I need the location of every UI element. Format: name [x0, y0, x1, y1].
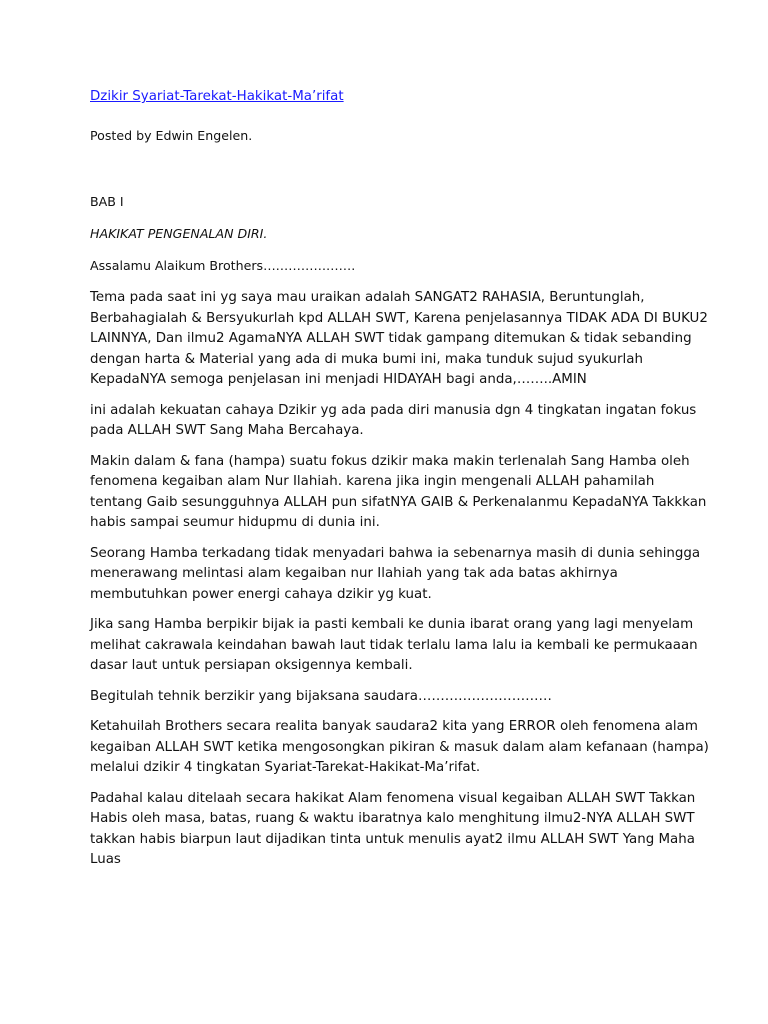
body-paragraph: Seorang Hamba terkadang tidak menyadari bahwa ia sebenarnya masih di dunia sehingga menerawang melintasi alam kegaiban nur Ilahiah yang tak ada batas akhirnya membutuhkan power energi cahaya dzikir yg kuat. [90, 545, 701, 602]
body-paragraph: Begitulah tehnik berzikir yang bijaksana saudara………………………… [90, 688, 552, 704]
body-paragraph: Ketahuilah Brothers secara realita banyak saudara2 kita yang ERROR oleh fenomena alam kegaiban ALLAH SWT ketika mengosongkan pikiran & masuk dalam alam kefanaan (hampa) melalui dzikir 4 tingkatan Syariat-Tarekat-Hakikat-Ma’rifat. [90, 719, 709, 775]
section-heading: HAKIKAT PENGENALAN DIRI. [90, 226, 268, 241]
body-paragraph: Makin dalam & fana (hampa) suatu fokus dzikir maka makin terlenalah Sang Hamba oleh fenomena kegaiban alam Nur Ilahiah. karena jika ingin mengenali ALLAH pahamilah tentang Gaib sesungguhnya ALLAH pun sifatNYA GAIB & Perkenalanmu KepadaNYA Takkkan habis sampai seumur hidupmu di dunia ini. [90, 453, 707, 530]
body-paragraph: Jika sang Hamba berpikir bijak ia pasti kembali ke dunia ibarat orang yang lagi menyelam melihat cakrawala keindahan bawah laut tidak terlalu lama lalu ia kembali ke permukaaan dasar laut untuk persiapan oksigennya kembali. [90, 617, 698, 673]
greeting-line: Assalamu Alaikum Brothers…………………. [90, 258, 356, 273]
posted-by-line: Posted by Edwin Engelen. [90, 128, 253, 143]
document-page [90, 88, 710, 871]
chapter-label: BAB I [90, 194, 124, 209]
article-title-link[interactable]: Dzikir Syariat-Tarekat-Hakikat-Ma’rifat [90, 89, 344, 104]
body-paragraph: ini adalah kekuatan cahaya Dzikir yg ada pada diri manusia dgn 4 tingkatan ingatan fokus pada ALLAH SWT Sang Maha Bercahaya. [90, 402, 697, 438]
body-paragraph: Tema pada saat ini yg saya mau uraikan adalah SANGAT2 RAHASIA, Beruntunglah, Berbahagialah & Bersyukurlah kpd ALLAH SWT, Karena penjelasannya TIDAK ADA DI BUKU2 LAINNYA, Dan ilmu2 AgamaNYA ALLAH SWT tidak gampang ditemukan & tidak sebanding dengan harta & Material yang ada di muka bumi ini, maka tunduk sujud syukurlah KepadaNYA semoga penjelasan ini menjadi HIDAYAH bagi anda,……..AMIN [90, 290, 708, 387]
body-text [90, 288, 710, 871]
body-paragraph: Padahal kalau ditelaah secara hakikat Alam fenomena visual kegaiban ALLAH SWT Takkan Habis oleh masa, batas, ruang & waktu ibaratnya kalo menghitung ilmu2-NYA ALLAH SWT takkan habis biarpun laut dijadikan tinta untuk menulis ayat2 ilmu ALLAH SWT Yang Maha Luas [90, 790, 696, 867]
